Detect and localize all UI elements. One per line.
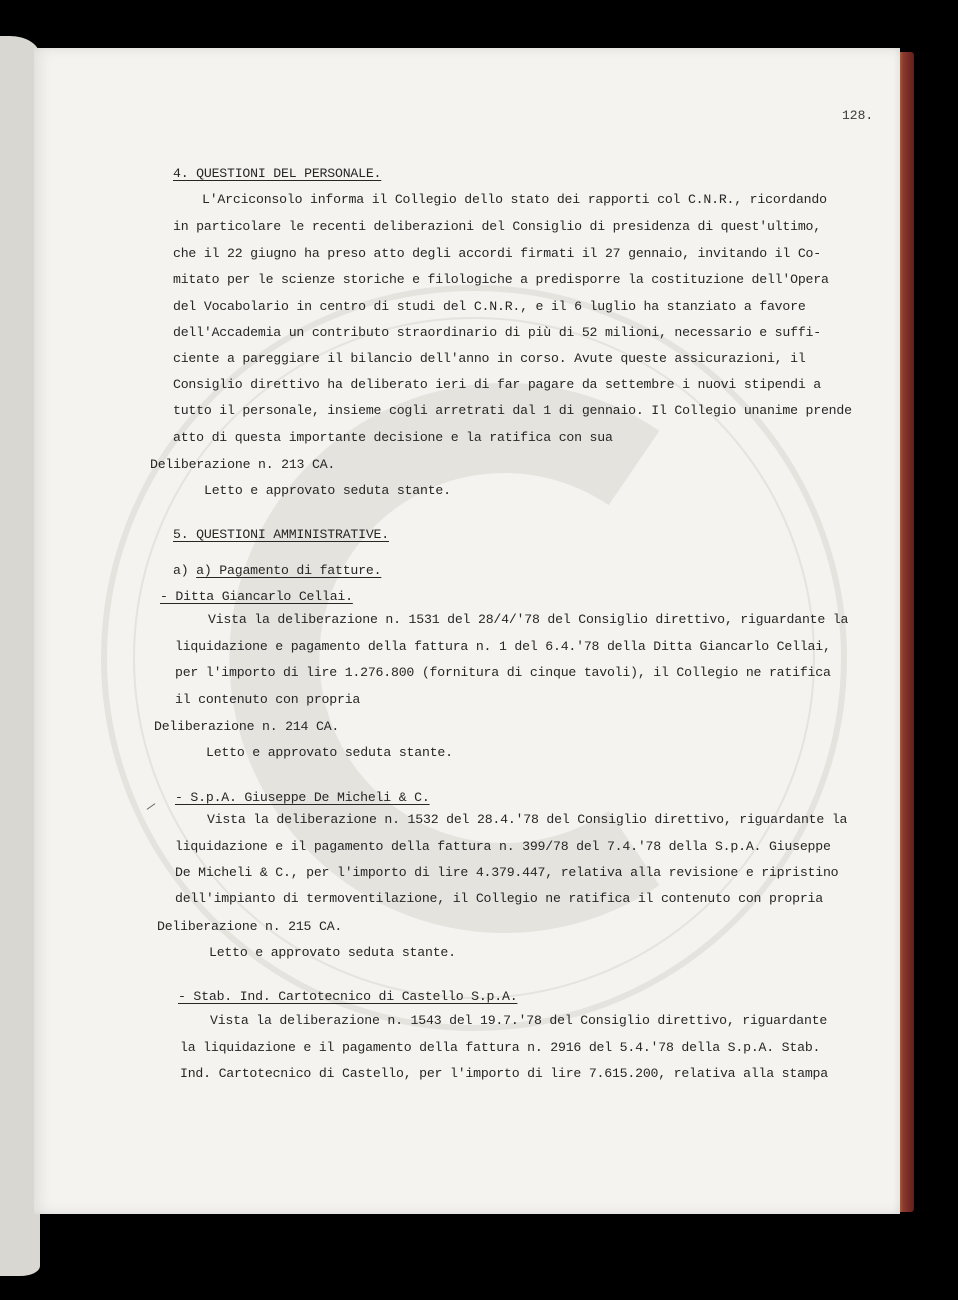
paragraph-line: dell'Accademia un contributo straordinario di più di 52 milioni, necessario e suffi- [173,325,821,340]
deliberation-line: Deliberazione n. 214 CA. [154,719,340,734]
paragraph-line: Vista la deliberazione n. 1532 del 28.4.'78 del Consiglio direttivo, riguardante la [207,812,848,827]
paragraph-line: liquidazione e il pagamento della fattura n. 399/78 del 7.4.'78 della S.p.A. Giuseppe [175,839,831,854]
approval-line: Letto e approvato seduta stante. [206,745,453,760]
deliberation-line: Deliberazione n. 215 CA. [157,919,343,934]
subsection-title: a) Pagamento di fatture. [196,563,382,578]
section-heading: 5. QUESTIONI AMMINISTRATIVE. [173,527,389,542]
item-title: - Ditta Giancarlo Cellai. [160,589,353,604]
paragraph-line: dell'impianto di termoventilazione, il Collegio ne ratifica il contenuto con propria [175,891,823,906]
deliberation-line: Deliberazione n. 213 CA. [150,457,336,472]
page-number: 128. [842,108,874,123]
section-heading: 4. QUESTIONI DEL PERSONALE. [173,166,382,181]
paragraph-line: che il 22 giugno ha preso atto degli accordi firmati il 27 gennaio, invitando il Co- [173,246,821,261]
paragraph-line: Vista la deliberazione n. 1543 del 19.7.'78 del Consiglio direttivo, riguardante [210,1013,828,1028]
item-title: - S.p.A. Giuseppe De Micheli & C. [175,790,430,805]
margin-tick-mark [147,803,156,810]
paragraph-line: la liquidazione e il pagamento della fattura n. 2916 del 5.4.'78 della S.p.A. Stab. [180,1040,821,1055]
paragraph-line: del Vocabolario in centro di studi del C.N.R., e il 6 luglio ha stanziato a favore [173,299,806,314]
paragraph-line: De Micheli & C., per l'importo di lire 4.379.447, relativa alla revisione e ripristino [175,865,839,880]
paragraph-line: ciente a pareggiare il bilancio dell'anno in corso. Avute queste assicurazioni, il [173,351,806,366]
paragraph-line: L'Arciconsolo informa il Collegio dello stato dei rapporti col C.N.R., ricordando [202,192,827,207]
approval-line: Letto e approvato seduta stante. [209,945,456,960]
paragraph-line: per l'importo di lire 1.276.800 (fornitura di cinque tavoli), il Collegio ne ratifica [175,665,831,680]
paragraph-line: mitato per le scienze storiche e filologiche a predisporre la costituzione dell'Opera [173,272,829,287]
paragraph-line: Vista la deliberazione n. 1531 del 28/4/'78 del Consiglio direttivo, riguardante la [208,612,849,627]
approval-line: Letto e approvato seduta stante. [204,483,451,498]
paragraph-line: tutto il personale, insieme cogli arretrati dal 1 di gennaio. Il Collegio unanime prende [173,403,852,418]
subsection-heading: a) a) Pagamento di fatture. [173,563,382,578]
item-title: - Stab. Ind. Cartotecnico di Castello S.p.A. [178,989,518,1004]
document-page [34,48,900,1214]
paragraph-line: Ind. Cartotecnico di Castello, per l'importo di lire 7.615.200, relativa alla stampa [180,1066,828,1081]
paragraph-line: il contenuto con propria [175,692,361,707]
paragraph-line: atto di questa importante decisione e la ratifica con sua [173,430,613,445]
paragraph-line: liquidazione e pagamento della fattura n. 1 del 6.4.'78 della Ditta Giancarlo Cellai, [175,639,831,654]
paragraph-line: in particolare le recenti deliberazioni del Consiglio di presidenza di quest'ultimo, [173,219,821,234]
paragraph-line: Consiglio direttivo ha deliberato ieri di far pagare da settembre i nuovi stipendi a [173,377,821,392]
